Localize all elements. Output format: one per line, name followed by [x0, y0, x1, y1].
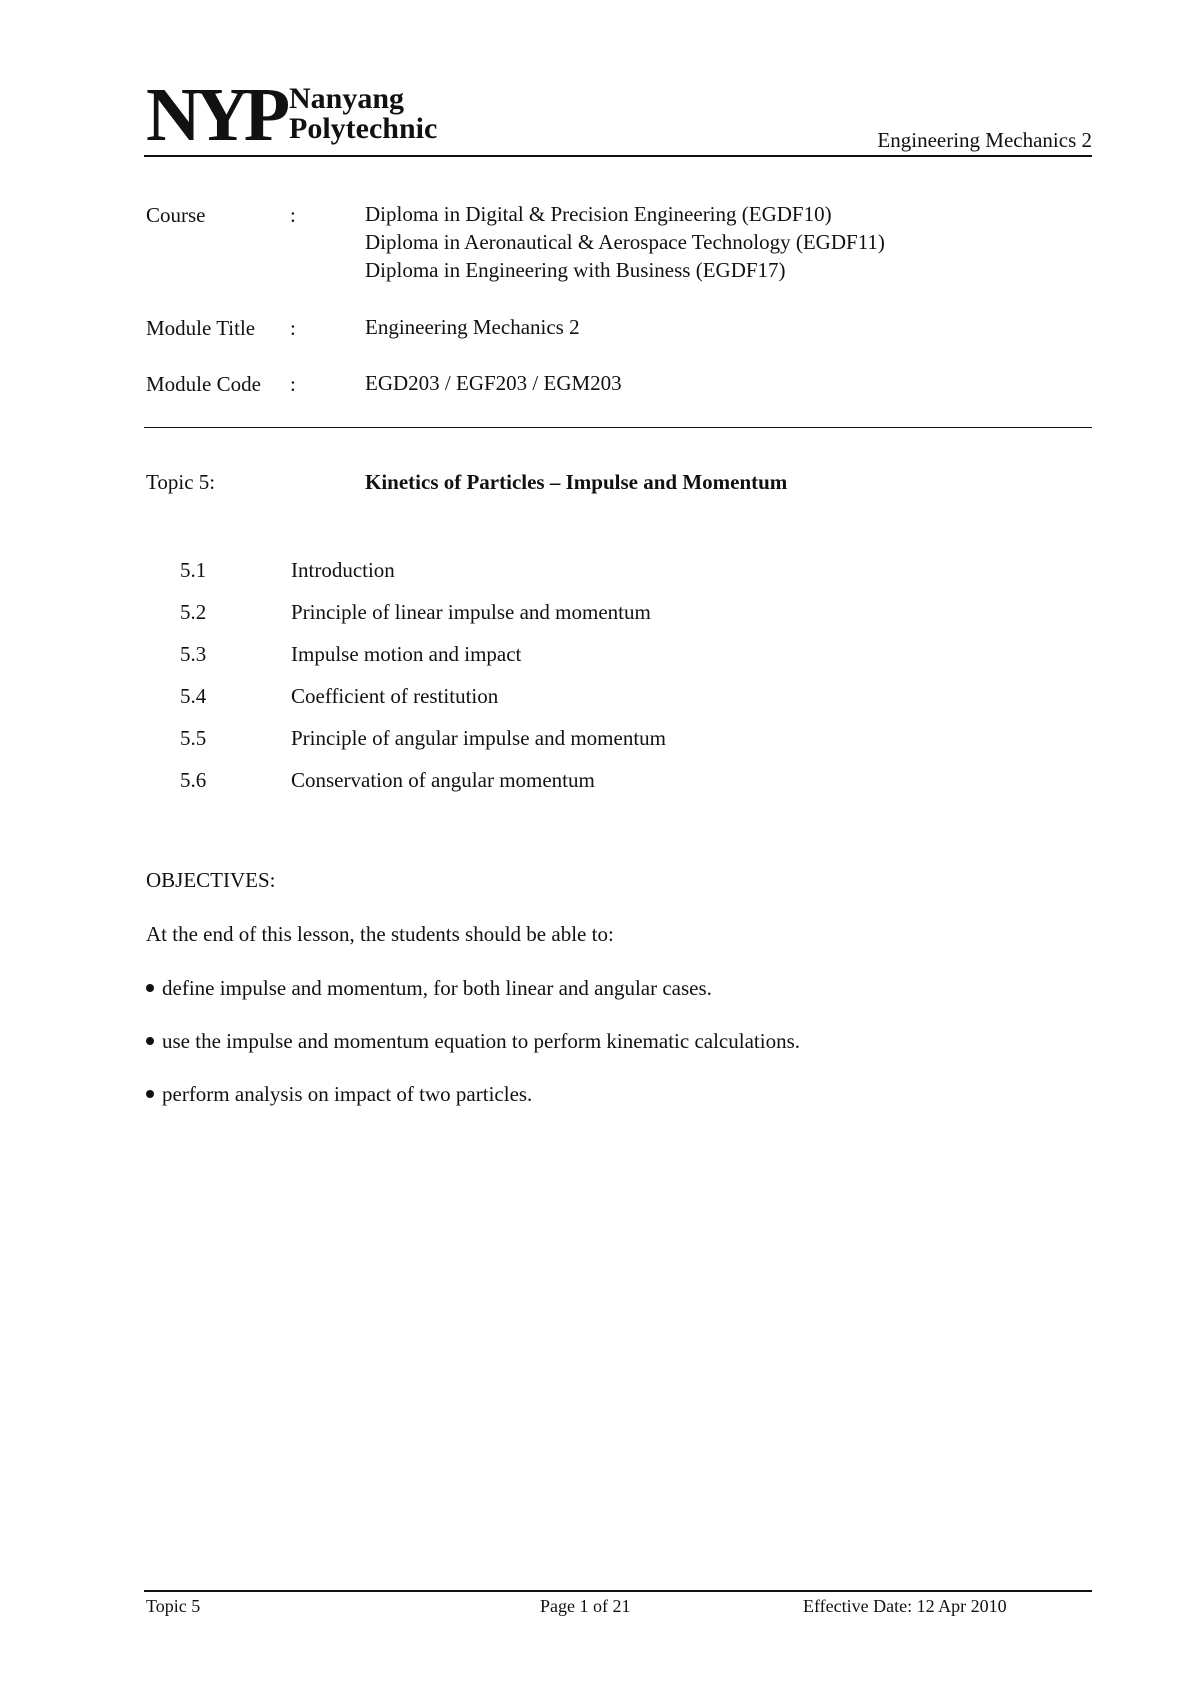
section-title: Coefficient of restitution: [291, 684, 499, 708]
institution-name-line2: Polytechnic: [289, 112, 438, 145]
course-list: [365, 200, 885, 284]
objective-text: use the impulse and momentum equation to perform kinematic calculations.: [162, 1029, 800, 1053]
footer-topic: Topic 5: [146, 1596, 201, 1616]
section-number: 5.6: [180, 768, 207, 792]
course-item: Diploma in Digital & Precision Engineering (EGDF10): [365, 202, 832, 226]
section-number: 5.3: [180, 642, 207, 666]
objective-item: [146, 1082, 532, 1107]
module-code-value: EGD203 / EGF203 / EGM203: [365, 371, 622, 395]
module-code-colon: :: [290, 372, 296, 396]
section-title: Impulse motion and impact: [291, 642, 522, 666]
course-colon: :: [290, 203, 296, 227]
bullet-icon: [146, 1090, 154, 1098]
objectives-intro: At the end of this lesson, the students should be able to:: [146, 922, 614, 946]
institution-name-line1: Nanyang: [289, 82, 405, 115]
section-title: Conservation of angular momentum: [291, 768, 595, 792]
section-divider: [144, 427, 1092, 428]
section-number: 5.2: [180, 600, 207, 624]
nyp-logo: [146, 73, 486, 157]
course-item: Diploma in Engineering with Business (EGDF17): [365, 258, 786, 282]
objective-text: perform analysis on impact of two particles.: [162, 1082, 533, 1106]
course-label: Course: [146, 203, 206, 227]
institution-name: [289, 84, 437, 144]
bullet-icon: [146, 1037, 154, 1045]
section-number: 5.5: [180, 726, 207, 750]
module-title-value: Engineering Mechanics 2: [365, 315, 580, 339]
topic-label: Topic 5:: [146, 470, 216, 494]
section-title: Principle of angular impulse and momentum: [291, 726, 667, 750]
module-code-label: Module Code: [146, 372, 261, 396]
objective-text: define impulse and momentum, for both linear and angular cases.: [162, 976, 712, 1000]
module-title-colon: :: [290, 316, 296, 340]
module-title-label: Module Title: [146, 316, 256, 340]
footer-page-number: Page 1 of 21: [540, 1596, 631, 1616]
bullet-icon: [146, 984, 154, 992]
course-item: Diploma in Aeronautical & Aerospace Technology (EGDF11): [365, 230, 885, 254]
footer-effective-date: Effective Date: 12 Apr 2010: [803, 1596, 1007, 1616]
footer-divider: [144, 1590, 1092, 1592]
objective-item: [146, 976, 712, 1001]
logo-mark: NYP: [146, 73, 285, 157]
section-title: Principle of linear impulse and momentum: [291, 600, 651, 624]
objective-item: [146, 1029, 800, 1054]
section-title: Introduction: [291, 558, 395, 582]
objectives-heading: OBJECTIVES:: [146, 868, 276, 892]
header-divider: [144, 155, 1092, 157]
section-number: 5.4: [180, 684, 207, 708]
section-number: 5.1: [180, 558, 207, 582]
topic-title: Kinetics of Particles – Impulse and Momentum: [365, 470, 788, 494]
header-module-title: Engineering Mechanics 2: [877, 128, 1092, 152]
